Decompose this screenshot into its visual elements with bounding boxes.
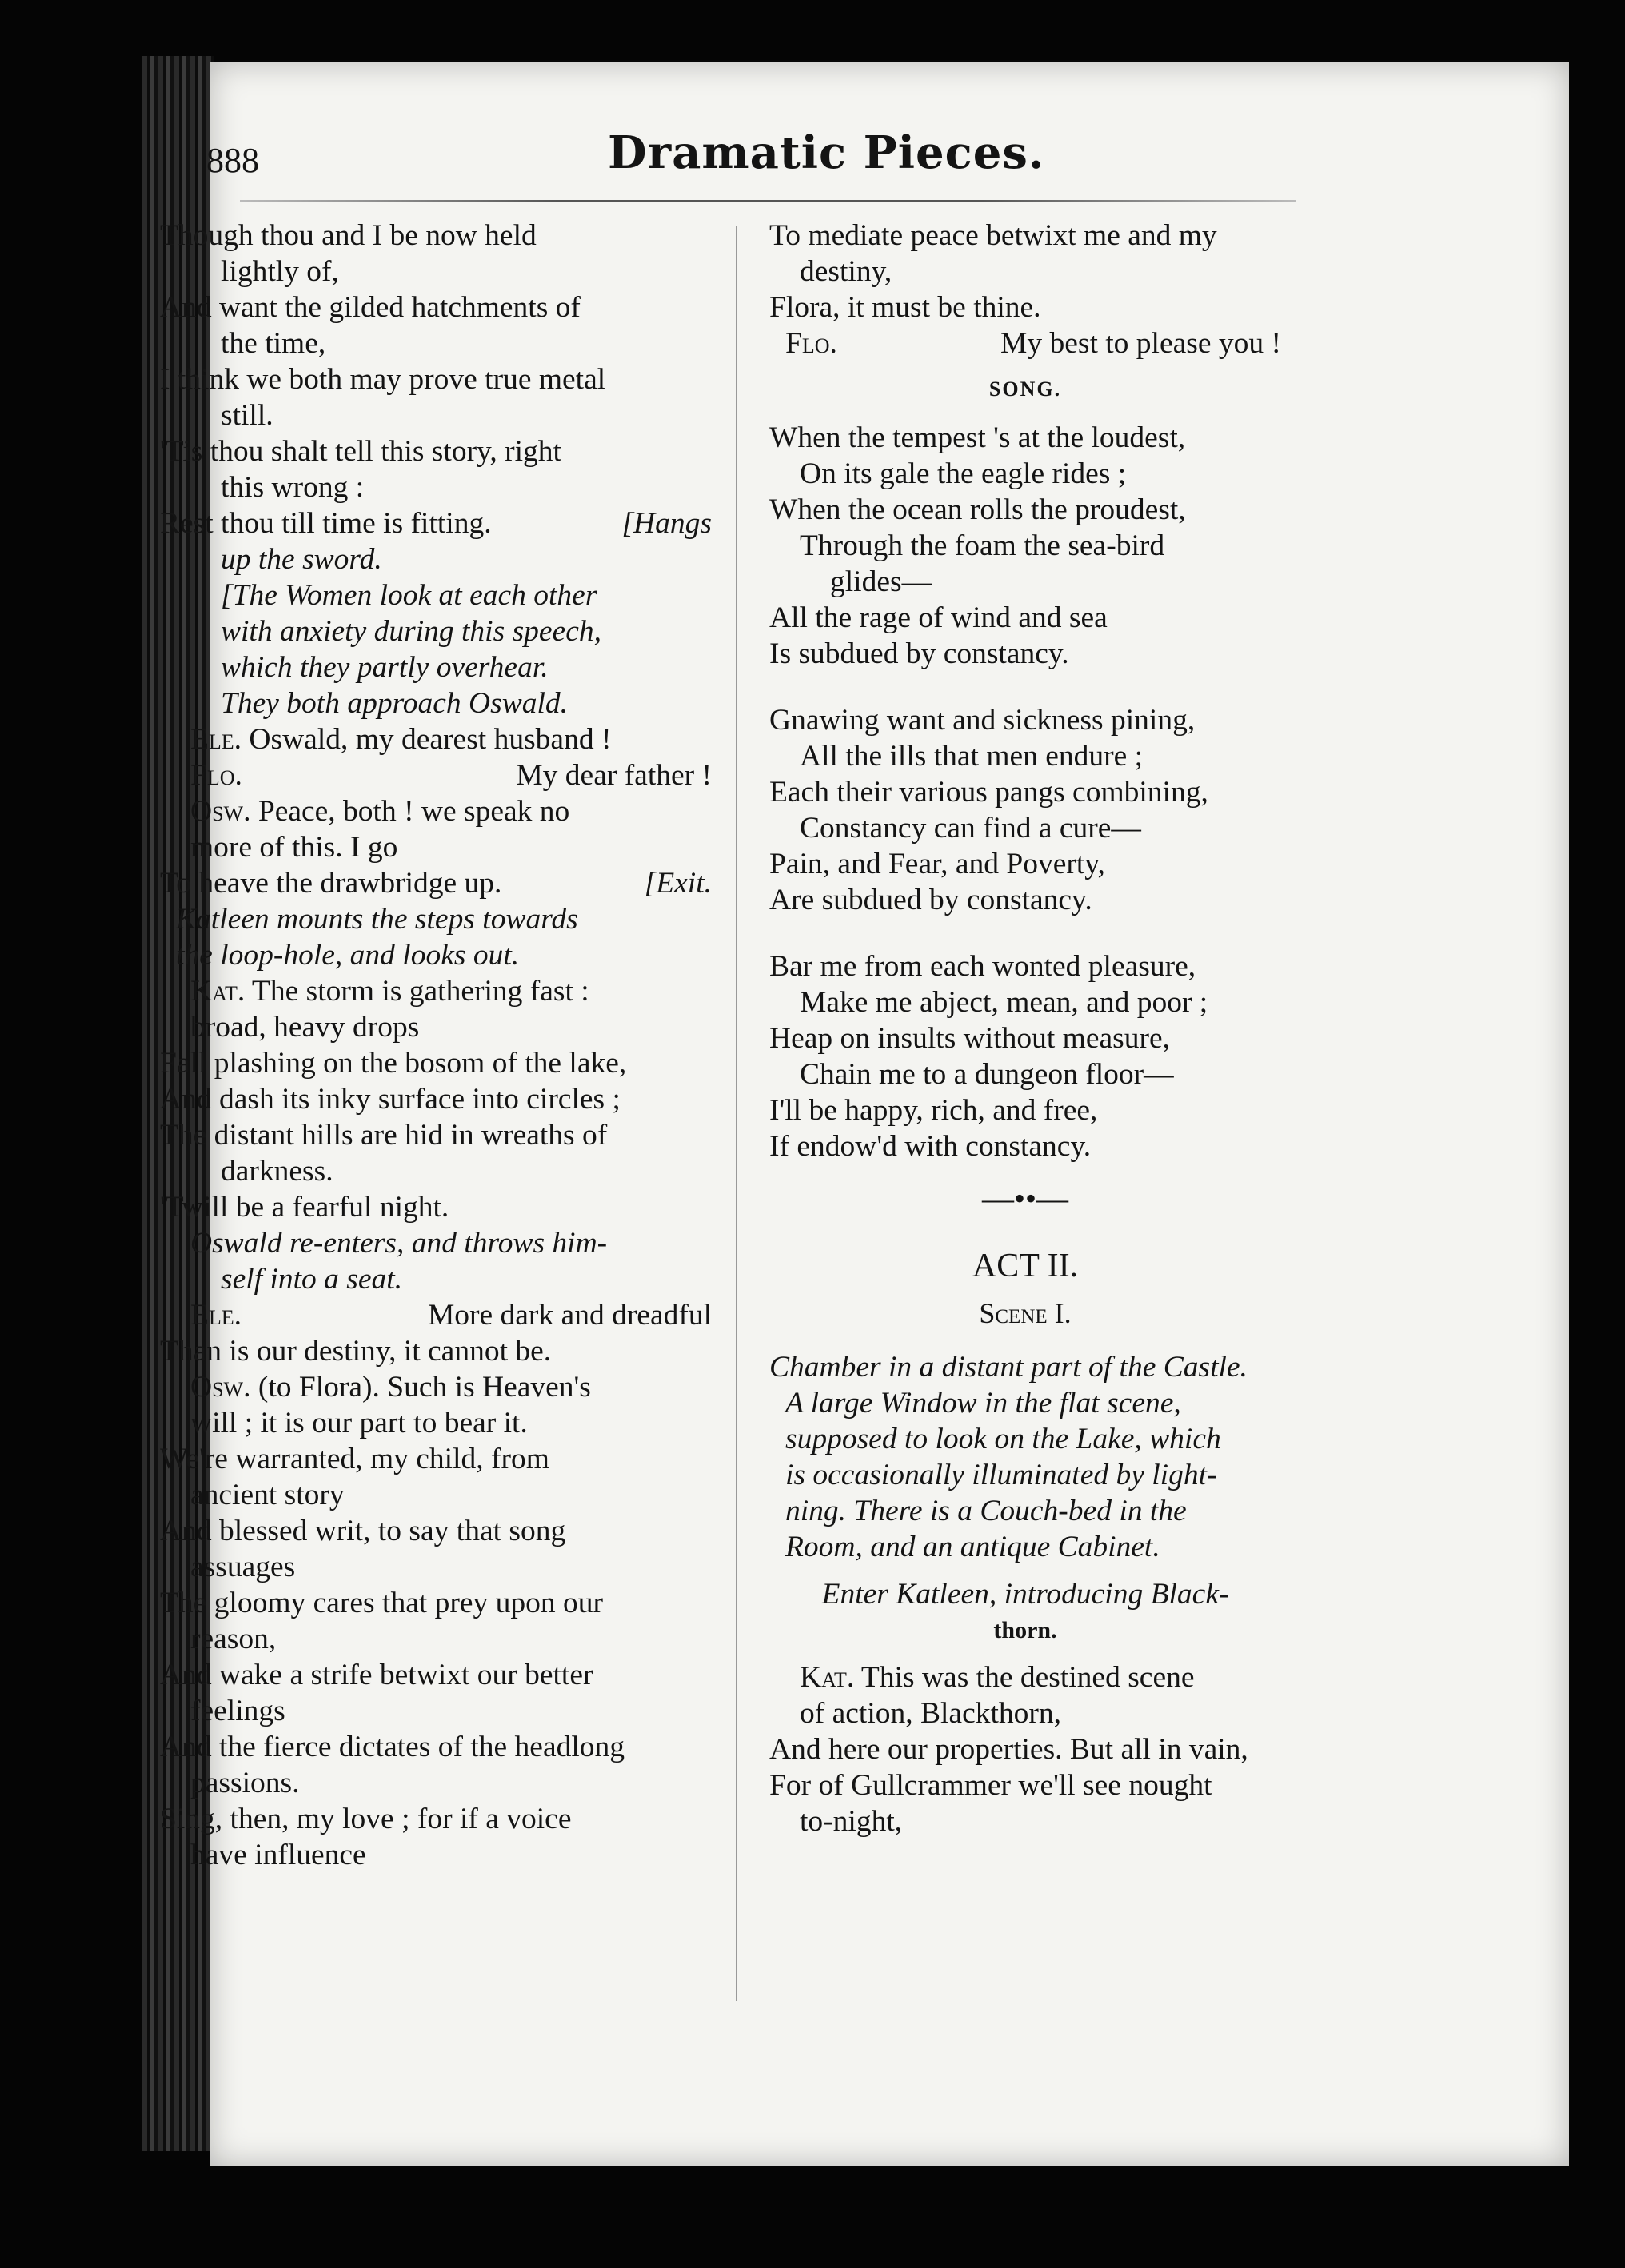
line-text: To heave the drawbridge up. bbox=[160, 867, 502, 900]
line-text: this wrong : bbox=[221, 471, 365, 504]
song-line: All the rage of wind and sea bbox=[769, 601, 1108, 634]
line-text: And blessed writ, to say that song bbox=[160, 1515, 566, 1547]
text-line bbox=[160, 1765, 712, 1801]
text-line bbox=[769, 1529, 1281, 1565]
text-line bbox=[769, 1659, 1281, 1695]
line-text: will ; it is our part to bear it. bbox=[190, 1407, 528, 1439]
line-text: reason, bbox=[190, 1623, 277, 1655]
line-text: darkness. bbox=[221, 1155, 333, 1188]
line-text: passions. bbox=[190, 1767, 300, 1799]
entrance-line: thorn. bbox=[993, 1617, 1057, 1643]
line-text: 'Tis thou shalt tell this story, right bbox=[160, 435, 561, 468]
entrance-line: Enter Katleen, introducing Black- bbox=[821, 1578, 1229, 1611]
text-line bbox=[160, 1441, 712, 1477]
right-aligned-text: My best to please you ! bbox=[1000, 327, 1281, 360]
text-line bbox=[160, 433, 712, 469]
text-line bbox=[160, 397, 712, 433]
line-text: [The Women look at each other bbox=[221, 579, 597, 612]
text-line bbox=[769, 289, 1281, 325]
line-text: destiny, bbox=[800, 255, 892, 288]
right-aligned-text: My dear father ! bbox=[516, 759, 712, 792]
text-line bbox=[160, 649, 712, 685]
line-text: feelings bbox=[190, 1695, 285, 1727]
song-line: Through the foam the sea-bird bbox=[800, 529, 1165, 562]
text-line bbox=[769, 1731, 1281, 1767]
text-line bbox=[160, 973, 712, 1009]
page-number: 888 bbox=[206, 141, 259, 180]
text-line bbox=[160, 289, 712, 325]
text-line bbox=[769, 1385, 1281, 1421]
line-text: 'Twill be a fearful night. bbox=[160, 1191, 449, 1224]
line-text: still. bbox=[221, 399, 273, 432]
line-text: I think we both may prove true metal bbox=[160, 363, 606, 396]
line-text: And the fierce dictates of the headlong bbox=[160, 1731, 625, 1763]
line-text: This was the destined scene bbox=[854, 1661, 1195, 1694]
line-text: Flora, it must be thine. bbox=[769, 291, 1041, 324]
song-line: glides— bbox=[830, 565, 932, 598]
line-text: which they partly overhear. bbox=[221, 651, 549, 684]
text-line bbox=[769, 1803, 1281, 1839]
song-line: Bar me from each wonted pleasure, bbox=[769, 950, 1196, 983]
text-line bbox=[160, 469, 712, 505]
scene-description bbox=[769, 1349, 1281, 1565]
text-line bbox=[160, 1549, 712, 1585]
line-text: the time, bbox=[221, 327, 326, 360]
text-line bbox=[160, 1369, 712, 1405]
line-text: For of Gullcrammer we'll see nought bbox=[769, 1769, 1212, 1802]
line-text: Peace, both ! we speak no bbox=[250, 795, 570, 828]
speaker-name: Flo. bbox=[190, 759, 242, 792]
speaker-name: Kat. bbox=[190, 975, 246, 1008]
line-text: Fall plashing on the bosom of the lake, bbox=[160, 1047, 627, 1080]
speaker-name: Flo. bbox=[785, 327, 837, 360]
text-line bbox=[160, 1045, 712, 1081]
text-line bbox=[160, 541, 712, 577]
line-text: have influence bbox=[190, 1839, 366, 1871]
line-text: up the sword. bbox=[221, 543, 382, 576]
line-text: (to Flora). Such is Heaven's bbox=[250, 1371, 591, 1404]
right-aligned-text: [Exit. bbox=[644, 867, 712, 900]
running-title: Dramatic Pieces. bbox=[608, 126, 1045, 179]
text-line bbox=[160, 1837, 712, 1873]
text-line bbox=[160, 1621, 712, 1657]
text-line bbox=[160, 1081, 712, 1117]
line-text: And here our properties. But all in vain, bbox=[769, 1733, 1248, 1766]
text-line bbox=[769, 218, 1281, 254]
text-line bbox=[160, 1657, 712, 1693]
song-line: Constancy can find a cure— bbox=[800, 812, 1141, 845]
text-line bbox=[160, 325, 712, 361]
line-text: Than is our destiny, it cannot be. bbox=[160, 1335, 552, 1368]
text-line bbox=[160, 1009, 712, 1045]
text-line bbox=[160, 757, 712, 793]
text-line bbox=[160, 361, 712, 397]
line-text: supposed to look on the Lake, which bbox=[785, 1423, 1221, 1455]
line-text: A large Window in the flat scene, bbox=[785, 1387, 1181, 1419]
line-text: Though thou and I be now held bbox=[160, 219, 537, 252]
text-line bbox=[160, 685, 712, 721]
line-text: The distant hills are hid in wreaths of bbox=[160, 1119, 608, 1152]
song-line: Make me abject, mean, and poor ; bbox=[800, 986, 1208, 1019]
text-line bbox=[769, 1493, 1281, 1529]
line-text: the loop-hole, and looks out. bbox=[176, 939, 520, 972]
speaker-name: Ele. bbox=[190, 1299, 242, 1332]
text-line bbox=[160, 218, 712, 254]
line-text: more of this. I go bbox=[190, 831, 398, 864]
speaker-name: Osw. bbox=[190, 1371, 251, 1404]
act-heading: ACT II. bbox=[972, 1248, 1079, 1284]
line-text: lightly of, bbox=[221, 255, 339, 288]
header-rule bbox=[240, 200, 1296, 202]
line-text: is occasionally illuminated by light- bbox=[785, 1459, 1217, 1491]
text-line bbox=[160, 1801, 712, 1837]
line-text: The storm is gathering fast : bbox=[245, 975, 589, 1008]
line-text: Sing, then, my love ; for if a voice bbox=[160, 1803, 572, 1835]
text-line bbox=[769, 1767, 1281, 1803]
song-line: When the ocean rolls the proudest, bbox=[769, 493, 1186, 526]
line-text: Chamber in a distant part of the Castle. bbox=[769, 1351, 1248, 1384]
text-line bbox=[769, 1457, 1281, 1493]
speaker-name: Ele. bbox=[190, 723, 242, 756]
text-line bbox=[160, 901, 712, 937]
text-line bbox=[160, 1729, 712, 1765]
text-line bbox=[160, 829, 712, 865]
text-line bbox=[160, 505, 712, 541]
text-line bbox=[160, 1117, 712, 1153]
line-text: with anxiety during this speech, bbox=[221, 615, 601, 648]
right-column bbox=[769, 218, 1281, 1839]
text-line bbox=[160, 865, 712, 901]
text-line bbox=[160, 1225, 712, 1261]
right-aligned-text: [Hangs bbox=[621, 507, 712, 540]
text-line bbox=[160, 254, 712, 289]
text-line bbox=[160, 721, 712, 757]
song-line: When the tempest 's at the loudest, bbox=[769, 421, 1186, 454]
line-text: ancient story bbox=[190, 1479, 345, 1511]
song-line: If endow'd with constancy. bbox=[769, 1130, 1092, 1163]
line-text: And want the gilded hatchments of bbox=[160, 291, 581, 324]
line-text: assuages bbox=[190, 1551, 296, 1583]
speaker-name: Osw. bbox=[190, 795, 251, 828]
speaker-name: Kat. bbox=[800, 1661, 855, 1694]
line-text: Katleen mounts the steps towards bbox=[176, 903, 578, 936]
line-text: Oswald re-enters, and throws him- bbox=[190, 1227, 608, 1260]
text-line bbox=[160, 613, 712, 649]
left-column bbox=[160, 218, 712, 1873]
text-line bbox=[160, 1261, 712, 1297]
text-line bbox=[160, 1513, 712, 1549]
song-line: All the ills that men endure ; bbox=[800, 740, 1144, 773]
section-ornament: —••— bbox=[981, 1180, 1068, 1216]
song-line: On its gale the eagle rides ; bbox=[800, 457, 1127, 490]
text-line bbox=[769, 254, 1281, 289]
song-line: Gnawing want and sickness pining, bbox=[769, 704, 1196, 737]
line-text: of action, Blackthorn, bbox=[800, 1697, 1061, 1730]
text-line bbox=[160, 577, 712, 613]
right-opening-lines bbox=[769, 218, 1281, 361]
line-text: Room, and an antique Cabinet. bbox=[785, 1531, 1160, 1563]
line-text: To mediate peace betwixt me and my bbox=[769, 219, 1217, 252]
line-text: They both approach Oswald. bbox=[221, 687, 569, 720]
line-text: And dash its inky surface into circles ; bbox=[160, 1083, 621, 1116]
text-line bbox=[160, 1585, 712, 1621]
line-text: self into a seat. bbox=[221, 1263, 403, 1296]
text-line bbox=[769, 1421, 1281, 1457]
stanza bbox=[769, 948, 1281, 1164]
text-line bbox=[160, 937, 712, 973]
song-stanzas bbox=[769, 420, 1281, 1164]
text-line bbox=[160, 1693, 712, 1729]
line-text: ning. There is a Couch-bed in the bbox=[785, 1495, 1187, 1527]
text-line bbox=[160, 1297, 712, 1333]
song-heading: SONG. bbox=[988, 377, 1062, 401]
text-line bbox=[160, 1477, 712, 1513]
scene-heading: Scene I. bbox=[979, 1297, 1072, 1329]
song-line: I'll be happy, rich, and free, bbox=[769, 1094, 1098, 1127]
entrance-direction bbox=[769, 1576, 1281, 1648]
song-line: Pain, and Fear, and Poverty, bbox=[769, 848, 1105, 880]
right-closing-lines bbox=[769, 1659, 1281, 1839]
line-text: We're warranted, my child, from bbox=[160, 1443, 549, 1475]
line-text: Oswald, my dearest husband ! bbox=[242, 723, 612, 756]
song-line: Is subdued by constancy. bbox=[769, 637, 1069, 670]
line-text: And wake a strife betwixt our better bbox=[160, 1659, 593, 1691]
text-line bbox=[160, 1189, 712, 1225]
line-text: Rest thou till time is fitting. bbox=[160, 507, 492, 540]
stanza bbox=[769, 702, 1281, 918]
song-line: Are subdued by constancy. bbox=[769, 884, 1092, 916]
line-text: to-night, bbox=[800, 1805, 903, 1838]
text-line bbox=[769, 1695, 1281, 1731]
text-line bbox=[160, 1153, 712, 1189]
text-line bbox=[769, 1349, 1281, 1385]
stanza bbox=[769, 420, 1281, 672]
text-line bbox=[160, 1333, 712, 1369]
line-text: The gloomy cares that prey upon our bbox=[160, 1587, 604, 1619]
song-line: Chain me to a dungeon floor— bbox=[800, 1058, 1174, 1091]
text-line bbox=[160, 1405, 712, 1441]
song-line: Heap on insults without measure, bbox=[769, 1022, 1170, 1055]
column-divider bbox=[736, 226, 737, 2001]
right-aligned-text: More dark and dreadful bbox=[427, 1299, 712, 1332]
text-line bbox=[769, 325, 1281, 361]
text-line bbox=[160, 793, 712, 829]
line-text: broad, heavy drops bbox=[190, 1011, 420, 1044]
song-line: Each their various pangs combining, bbox=[769, 776, 1208, 809]
